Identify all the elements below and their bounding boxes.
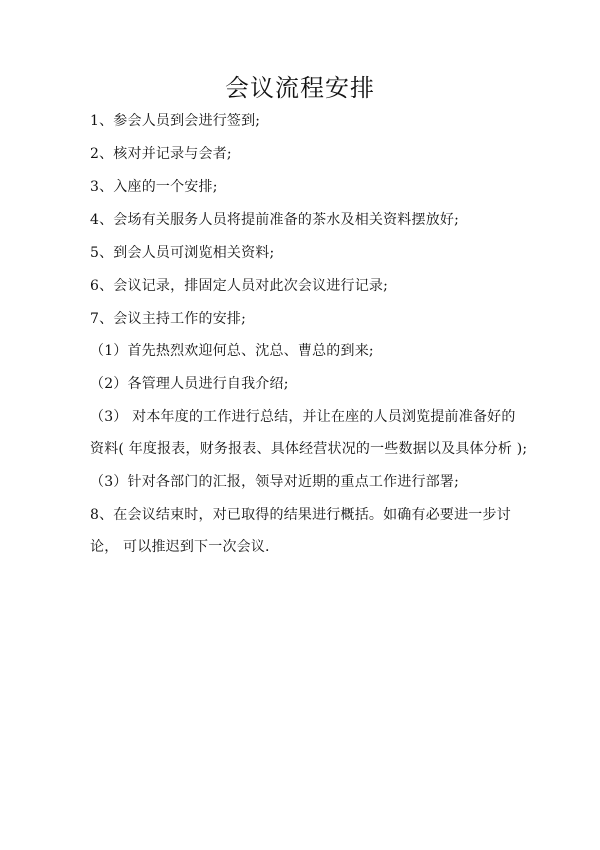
agenda-item-8-line-2: 论， 可以推迟到下一次会议. xyxy=(90,539,270,555)
agenda-item-2: 2、核对并记录与会者; xyxy=(90,146,232,162)
agenda-subitem-2: （2）各管理人员进行自我介绍; xyxy=(90,376,289,392)
document-title: 会议流程安排 xyxy=(225,74,375,102)
agenda-item-3: 3、入座的一个安排; xyxy=(90,179,218,195)
agenda-subitem-3-line-1: （3） 对本年度的工作进行总结，并让在座的人员浏览提前准备好的 xyxy=(90,409,516,425)
agenda-item-1: 1、参会人员到会进行签到; xyxy=(90,113,261,129)
agenda-item-8-line-1: 8、在会议结束时，对已取得的结果进行概括。如确有必要进一步讨 xyxy=(90,507,511,523)
agenda-item-4: 4、会场有关服务人员将提前准备的茶水及相关资料摆放好; xyxy=(90,212,460,228)
agenda-item-6: 6、会议记录，排固定人员对此次会议进行记录; xyxy=(90,278,389,294)
agenda-item-7: 7、会议主持工作的安排; xyxy=(90,311,247,327)
agenda-item-5: 5、到会人员可浏览相关资料; xyxy=(90,245,275,261)
agenda-subitem-3-line-2: 资料( 年度报表，财务报表、具体经营状况的一些数据以及具体分析 ); xyxy=(90,441,528,457)
agenda-subitem-4: （3）针对各部门的汇报，领导对近期的重点工作进行部署; xyxy=(90,474,460,490)
agenda-subitem-1: （1）首先热烈欢迎何总、沈总、曹总的到来; xyxy=(90,343,374,359)
